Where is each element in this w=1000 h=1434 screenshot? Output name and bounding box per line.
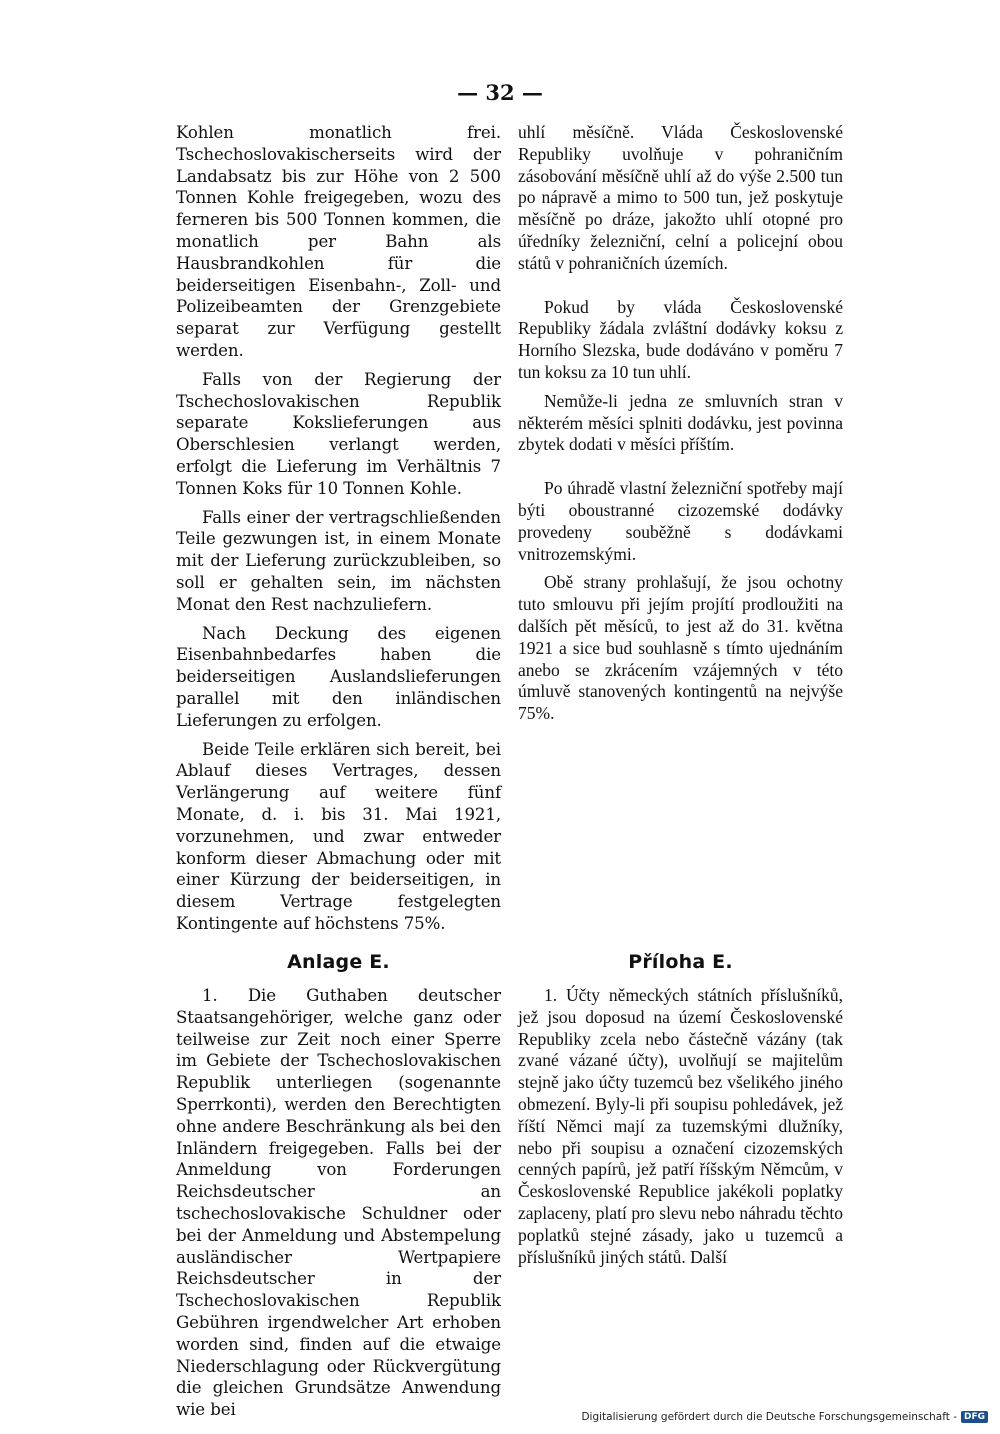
czech-paragraph-3: Nemůže-li jedna ze smluvních stran v některém měsíci splniti dodávku, jest povinna zbytek dodati v měsíci příštím. [518, 390, 843, 455]
german-paragraph-1: Kohlen monatlich frei. Tschechoslovakischerseits wird der Landabsatz bis zur Höhe von 2 500 Tonnen Kohle freigegeben, wozu des ferneren bis 500 Tonnen kommen, die monatlich per Bahn als Hausbrandkohlen für die beiderseitigen Eisenbahn-, Zoll- und Polizeibeamten der Grenzgebiete separat zur Verfügung gestellt werden. [176, 123, 501, 360]
czech-annex-column [518, 985, 843, 1268]
footer-text: Digitalisierung gefördert durch die Deutsche Forschungsgemeinschaft - [581, 1411, 957, 1423]
czech-paragraph-1: uhlí měsíčně. Vláda Československé Republiky uvolňuje v pohraničním zásobování měsíčně uhlí až do výše 2.500 tun po nápravě a mimo to 500 tun, jež poskytuje měsíčně po dráze, jakožto uhlí otopné pro úředníky železniční, celní a policejní obou států v pohraničních územích. [518, 122, 843, 273]
dfg-logo: DFG [961, 1411, 988, 1423]
czech-annex-paragraph: 1. Účty německých státních příslušníků, jež jsou doposud na území Československé Republiky zcela nebo částečně vázány (tak zvané vázané účty), uvolňují se majitelům stejně jako účty tuzemců bez všelikého jiného obmezení. Byly-li při soupisu pohledávek, jež říští Němci mají za tuzemskými dlužníky, nebo při soupisu a označení cizozemských cenných papírů, jež patří říšským Němcům, v Československé Republice jakékoli poplatky zaplaceny, platí pro slevu nebo náhradu těchto poplatků stejné zásady, jako u tuzemců a příslušníků jiných států. Další [518, 985, 843, 1267]
czech-paragraph-4: Po úhradě vlastní železniční spotřeby mají býti oboustranné cizozemské dodávky provedeny souběžně s dodávkami vnitrozemskými. [518, 478, 843, 564]
czech-paragraph-5: Obě strany prohlašují, že jsou ochotny tuto smlouvu při jejím projítí prodloužiti na dalších pět měsíců, to jest až do 31. května 1921 a sice bud souhlasně s tímto ujednáním anebo se zkrácením vzájemných v této úmluvě stanovených kontingentů na nejvýše 75%. [518, 572, 843, 724]
german-column-top [176, 122, 501, 935]
german-annex-column [176, 985, 501, 1421]
german-annex-paragraph: 1. Die Guthaben deutscher Staatsangehöriger, welche ganz oder teilweise zur Zeit noch einer Sperre im Gebiete der Tschechoslovakischen Republik unterliegen (sogenannte Sperrkonti), werden den Berechtigten ohne andere Beschränkung als bei den Inländern freigegeben. Falls bei der Anmeldung von Forderungen Reichsdeutscher an tschechoslovakische Schuldner oder bei der Anmeldung und Abstempelung ausländischer Wertpapiere Reichsdeutscher in der Tschechoslovakischen Republik Gebühren irgendwelcher Art erhoben worden sind, finden auf die etwaige Niederschlagung oder Rückvergütung die gleichen Grundsätze Anwendung wie bei [176, 986, 501, 1420]
digitization-footer [581, 1411, 988, 1423]
czech-annex-heading: Příloha E. [628, 951, 733, 973]
german-paragraph-3: Falls einer der vertragschließenden Teile gezwungen ist, in einem Monate mit der Lieferung zurückzubleiben, so soll er gehalten sein, im nächsten Monat den Rest nachzuliefern. [176, 507, 501, 614]
czech-column-top [518, 122, 843, 725]
czech-paragraph-2: Pokud by vláda Československé Republiky žádala zvláštní dodávky koksu z Horního Slezska, bude dodáváno v poměru 7 tun koksu za 10 tun uhlí. [518, 296, 843, 382]
page-number: — 32 — [457, 80, 543, 105]
german-paragraph-5: Beide Teile erklären sich bereit, bei Ablauf dieses Vertrages, dessen Verlängerung auf weitere fünf Monate, d. i. bis 31. Mai 1921, vorzunehmen, und zwar entweder konform dieser Abmachung oder mit einer Kürzung der beiderseitigen, in diesem Vertrage festgelegten Kontingente auf höchstens 75%. [176, 739, 501, 933]
german-paragraph-4: Nach Deckung des eigenen Eisenbahnbedarfes haben die beiderseitigen Auslandslieferungen parallel mit den inländischen Lieferungen zu erfolgen. [176, 623, 501, 730]
german-paragraph-2: Falls von der Regierung der Tschechoslovakischen Republik separate Kokslieferungen aus Oberschlesien verlangt werden, erfolgt die Lieferung im Verhältnis 7 Tonnen Koks für 10 Tonnen Kohle. [176, 369, 501, 498]
german-annex-heading: Anlage E. [287, 951, 390, 973]
